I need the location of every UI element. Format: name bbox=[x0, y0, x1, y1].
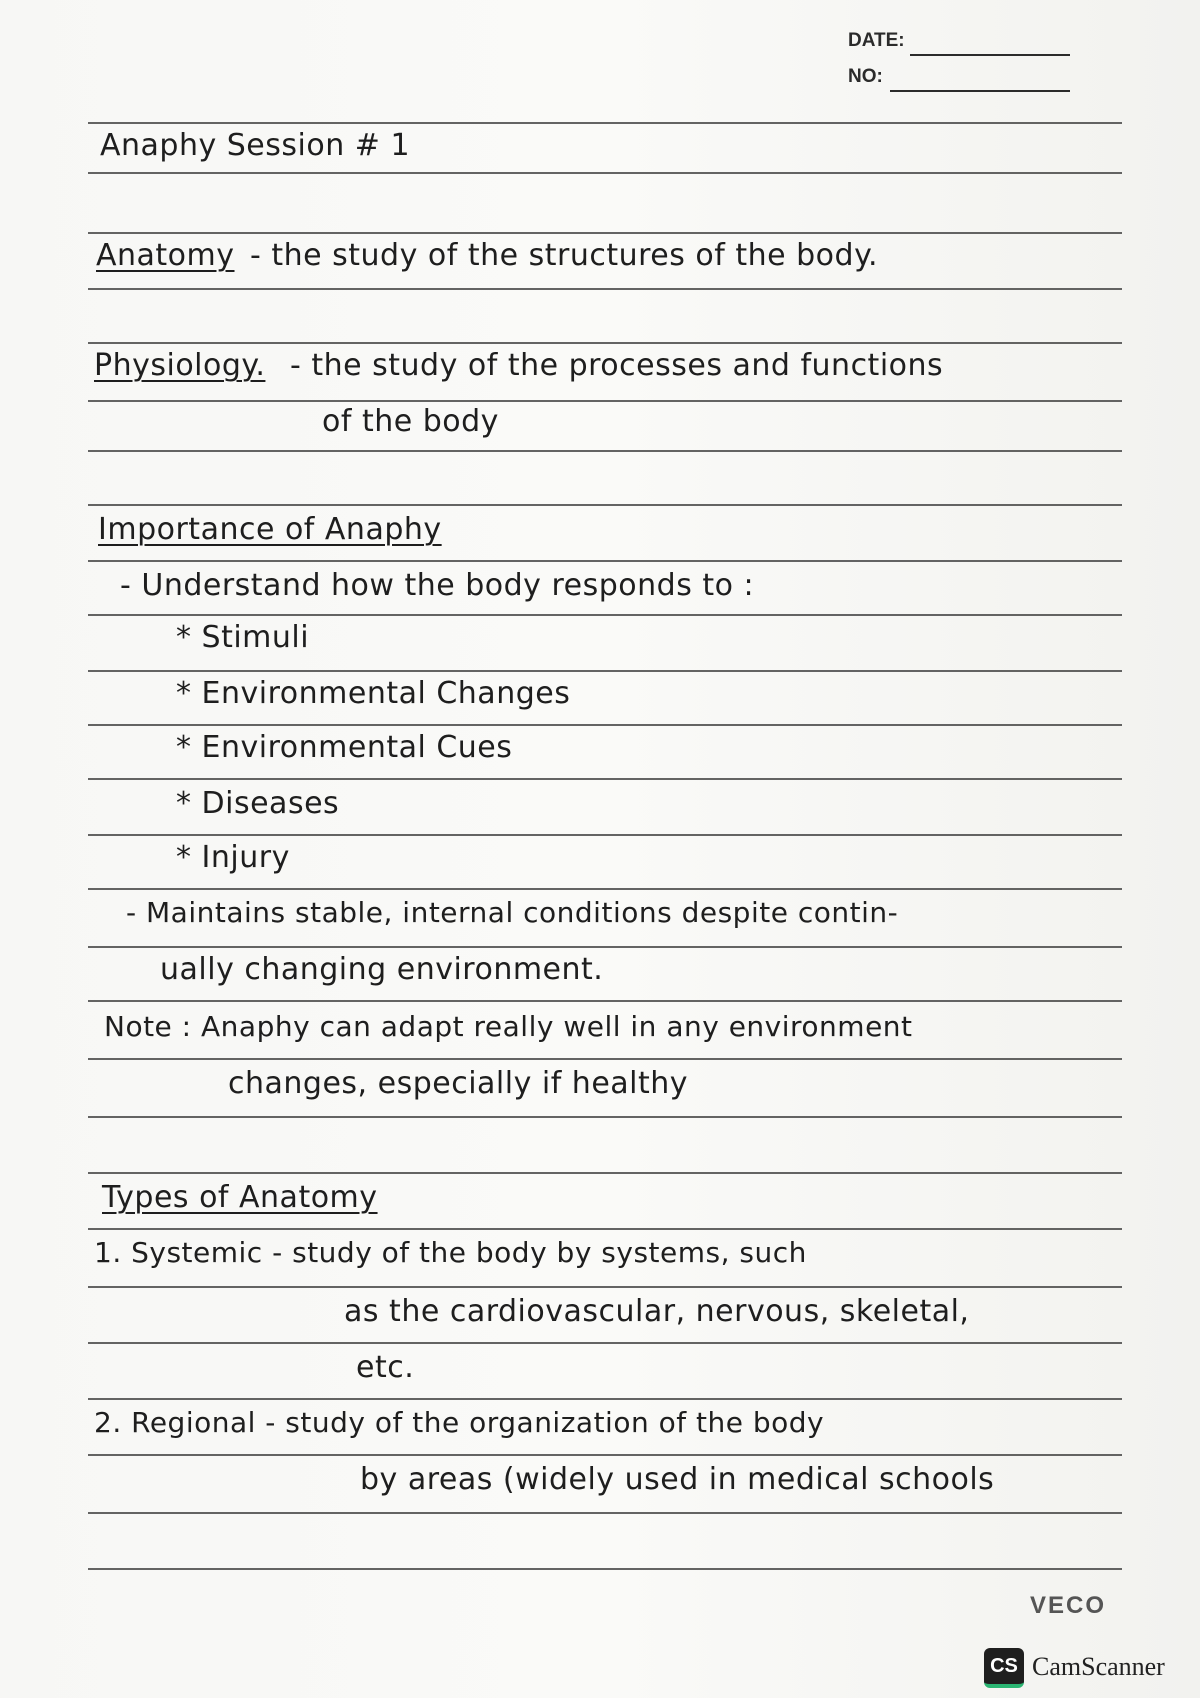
notebook-brand: VECO bbox=[1030, 1592, 1107, 1619]
rule-line bbox=[88, 1512, 1122, 1514]
maintains-line-1: - Maintains stable, internal conditions despite contin- bbox=[126, 896, 899, 929]
rule-line bbox=[88, 1116, 1122, 1118]
no-label: NO: bbox=[848, 66, 883, 87]
rule-line bbox=[88, 1000, 1122, 1002]
rule-line bbox=[88, 1228, 1122, 1230]
rule-line bbox=[88, 1342, 1122, 1344]
importance-heading: Importance of Anaphy bbox=[98, 512, 442, 547]
anatomy-definition: - the study of the structures of the body. bbox=[250, 238, 879, 273]
rule-line bbox=[88, 1172, 1122, 1174]
rule-line bbox=[88, 1058, 1122, 1060]
date-label: DATE: bbox=[848, 30, 905, 51]
note-line-2: changes, especially if healthy bbox=[228, 1066, 689, 1101]
rule-line bbox=[88, 400, 1122, 402]
rule-line bbox=[88, 1286, 1122, 1288]
physiology-definition-line-1: - the study of the processes and functions bbox=[290, 348, 944, 383]
systemic-line-3: etc. bbox=[356, 1350, 415, 1385]
rule-line bbox=[88, 450, 1122, 452]
rule-line bbox=[88, 834, 1122, 836]
rule-line bbox=[88, 1568, 1122, 1570]
physiology-term: Physiology. bbox=[94, 348, 266, 383]
session-title: Anaphy Session # 1 bbox=[100, 128, 411, 163]
camscanner-logo-icon: CS bbox=[984, 1648, 1024, 1688]
physiology-definition-line-2: of the body bbox=[322, 404, 499, 439]
rule-line bbox=[88, 232, 1122, 234]
systemic-line-1: 1. Systemic - study of the body by systems, such bbox=[94, 1236, 807, 1269]
importance-item: * Diseases bbox=[176, 786, 340, 821]
rule-line bbox=[88, 888, 1122, 890]
rule-line bbox=[88, 342, 1122, 344]
importance-item: * Stimuli bbox=[176, 620, 310, 655]
rule-line bbox=[88, 946, 1122, 948]
note-line-1: Note : Anaphy can adapt really well in any environment bbox=[104, 1010, 913, 1043]
importance-item: * Injury bbox=[176, 840, 290, 875]
rule-line bbox=[88, 122, 1122, 124]
rule-line bbox=[88, 560, 1122, 562]
camscanner-watermark: CamScanner bbox=[1032, 1652, 1165, 1681]
importance-item: * Environmental Cues bbox=[176, 730, 513, 765]
rule-line bbox=[88, 670, 1122, 672]
systemic-line-2: as the cardiovascular, nervous, skeletal, bbox=[344, 1294, 970, 1329]
rule-line bbox=[88, 1398, 1122, 1400]
date-line bbox=[910, 54, 1070, 56]
rule-line bbox=[88, 504, 1122, 506]
importance-intro: - Understand how the body responds to : bbox=[120, 568, 755, 603]
no-line bbox=[890, 90, 1070, 92]
maintains-line-2: ually changing environment. bbox=[160, 952, 604, 987]
importance-item: * Environmental Changes bbox=[176, 676, 571, 711]
rule-line bbox=[88, 778, 1122, 780]
rule-line bbox=[88, 614, 1122, 616]
anatomy-term: Anatomy bbox=[96, 238, 235, 273]
regional-line-1: 2. Regional - study of the organization of the body bbox=[94, 1406, 825, 1439]
regional-line-2: by areas (widely used in medical schools bbox=[360, 1462, 995, 1497]
types-heading: Types of Anatomy bbox=[102, 1180, 378, 1215]
rule-line bbox=[88, 1454, 1122, 1456]
rule-line bbox=[88, 288, 1122, 290]
rule-line bbox=[88, 172, 1122, 174]
rule-line bbox=[88, 724, 1122, 726]
